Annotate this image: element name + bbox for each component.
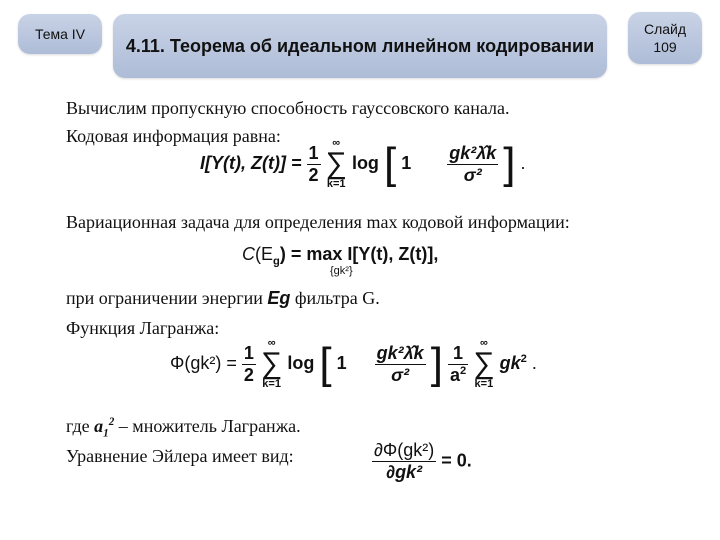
ratio-num: gk²λ̂k (449, 142, 497, 163)
lag-a: $a^2$ (449, 364, 467, 385)
cap-under-label: {gk²} (330, 265, 353, 277)
half-fraction (307, 143, 321, 186)
lag-term-sup: 2 (520, 352, 527, 365)
lag-sum-bottom: k=1 (262, 378, 281, 390)
euler-fraction (372, 440, 436, 483)
line6-sub: 1 (103, 427, 109, 440)
slide-title-text: 4.11. Теорема об идеальном линейном кодировании (125, 36, 595, 56)
lag-one: 1 (336, 352, 347, 373)
line6-prefix: где (66, 416, 90, 436)
lag-right-bracket: ] (430, 339, 443, 388)
sigma-icon: ∑ (473, 347, 495, 380)
sigma-icon: ∑ (260, 347, 283, 380)
lag-sum2-top: ∞ (479, 337, 488, 349)
line6-a: a (94, 416, 104, 436)
lag-half2-num: 1 (448, 343, 468, 365)
lag-ratio-den: σ² (391, 364, 410, 385)
lag-half-den: 2 (243, 364, 254, 385)
line4-prefix: при ограничении энергии (66, 288, 263, 308)
formula-lagrange (170, 338, 537, 390)
lag-lhs: Φ(gk²) = (170, 352, 237, 373)
lag-ratio-num: gk²λ̂k (376, 342, 424, 363)
lag-half-num: 1 (243, 342, 254, 363)
lag-half (242, 343, 256, 386)
formula-information (200, 138, 526, 190)
lag-sum-operator-2 (473, 338, 494, 390)
text-line-6 (66, 416, 301, 440)
cap-eq: ) = max I[Y(t), Z(t)], (279, 244, 439, 264)
line4-energy: Eg (267, 288, 291, 308)
cap-c: C (242, 244, 255, 264)
lag-left-bracket: [ (319, 339, 332, 388)
ratio-fraction (447, 143, 498, 186)
period: . (520, 152, 526, 173)
lag-sum-operator (261, 338, 282, 390)
euler-rhs: = 0. (441, 450, 472, 471)
line6-sup: 2 (108, 416, 115, 428)
info-lhs: I[Y(t), Z(t)] = (200, 152, 302, 173)
one-term: 1 (401, 152, 412, 173)
lag-sum-top: ∞ (267, 337, 276, 349)
slide-number-badge (628, 12, 702, 64)
topic-badge (18, 14, 102, 54)
cap-sub: g (273, 255, 280, 268)
sum-bottom: k=1 (326, 178, 346, 190)
text-line-5: Функция Лагранжа: (66, 318, 220, 338)
line4-suffix: фильтра G. (294, 288, 380, 308)
sum-top: ∞ (332, 137, 341, 149)
formula-euler (372, 440, 472, 483)
line6-suffix: – множитель Лагранжа. (118, 416, 301, 436)
ratio-den: σ² (463, 164, 482, 185)
lag-half-2 (448, 343, 468, 386)
half-den: 2 (308, 164, 319, 185)
text-line-4 (66, 288, 380, 309)
lag-log: log (287, 352, 315, 373)
lag-term: gk (499, 352, 521, 373)
cap-arg: (E (255, 244, 273, 264)
lag-period: . (531, 352, 537, 373)
slide-number-box (644, 20, 686, 56)
half-num: 1 (308, 142, 319, 163)
text-line-7: Уравнение Эйлера имеет вид: (66, 446, 294, 466)
slide-number: 109 (653, 39, 677, 55)
right-bracket: ] (503, 139, 516, 188)
sigma-icon: ∑ (325, 147, 347, 180)
text-line-2: Кодовая информация равна: (66, 126, 281, 146)
log-label: log (351, 152, 379, 173)
lag-ratio (375, 343, 426, 386)
euler-den: ∂gk² (386, 462, 423, 482)
text-line-1: Вычислим пропускную способность гауссовского канала. (66, 98, 510, 118)
slide-label: Слайд (643, 21, 687, 37)
text-line-3: Вариационная задача для определения max кодовой информации: (66, 212, 570, 232)
topic-label: Тема IV (34, 26, 86, 42)
sum-operator (326, 138, 347, 190)
left-bracket: [ (383, 139, 397, 188)
euler-num: ∂Φ(gk²) (374, 440, 435, 460)
lag-sum2-bottom: k=1 (474, 378, 494, 390)
slide-title (113, 14, 607, 78)
